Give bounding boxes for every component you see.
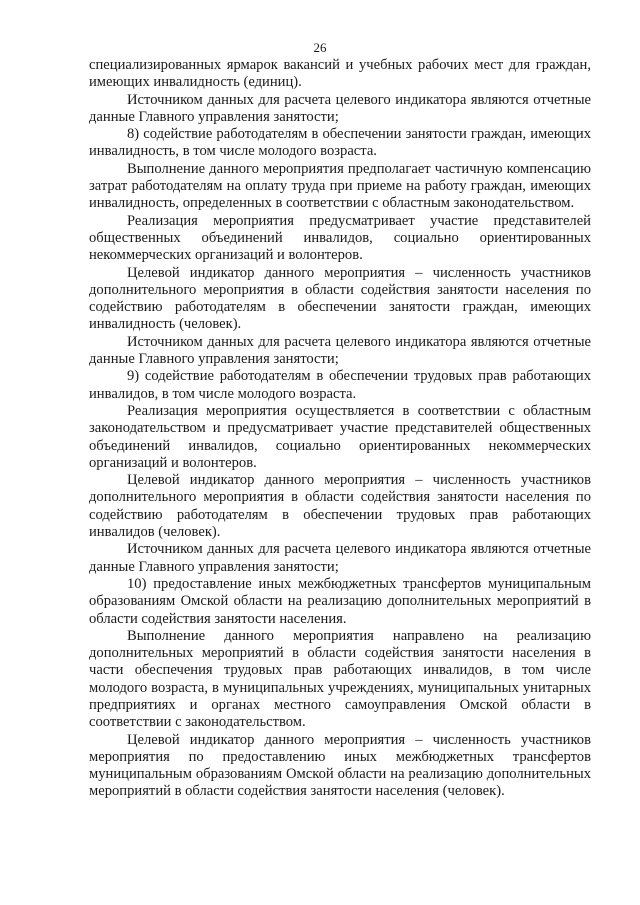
paragraph: Реализация мероприятия предусматривает участие представителей общественных объединений инвалидов, социально ориентированных некоммерческих организаций и волонтеров. [89, 212, 591, 264]
paragraph: Целевой индикатор данного мероприятия – численность участников мероприятия по предоставлению иных межбюджетных трансфертов муниципальным образованиям Омской области на реализацию дополнительных мероприятий в области содействия занятости населения (человек). [89, 731, 591, 800]
paragraph: Источником данных для расчета целевого индикатора являются отчетные данные Главного управления занятости; [89, 541, 591, 575]
paragraph: 8) содействие работодателям в обеспечении занятости граждан, имеющих инвалидность, в том числе молодого возраста. [89, 126, 591, 160]
paragraph: Источником данных для расчета целевого индикатора являются отчетные данные Главного управления занятости; [89, 91, 591, 125]
paragraph: 9) содействие работодателям в обеспечении трудовых прав работающих инвалидов, в том числе молодого возраста. [89, 368, 591, 402]
paragraph: Целевой индикатор данного мероприятия – численность участников дополнительного мероприятия в области содействия занятости населения по содействию работодателям в обеспечении занятости граждан, имеющих инвалидность (человек). [89, 264, 591, 333]
paragraph: Выполнение данного мероприятия направлено на реализацию дополнительных мероприятий в области содействия занятости населения в части обеспечения трудовых прав работающих инвалидов, в том числе молодого возраста, в муниципальных учреждениях, муниципальных унитарных предприятиях и органах местного самоуправления Омской области в соответствии с законодательством. [89, 627, 591, 731]
paragraph: Реализация мероприятия осуществляется в соответствии с областным законодательством и предусматривает участие представителей общественных объединений инвалидов, социально ориентированных некоммерческих организаций и волонтеров. [89, 402, 591, 471]
paragraph: 10) предоставление иных межбюджетных трансфертов муниципальным образованиям Омской области на реализацию дополнительных мероприятий в области содействия занятости населения. [89, 575, 591, 627]
paragraph: специализированных ярмарок вакансий и учебных рабочих мест для граждан, имеющих инвалидность (единиц). [89, 57, 591, 91]
page-number: 26 [313, 40, 327, 55]
document-body [89, 57, 591, 801]
paragraph: Источником данных для расчета целевого индикатора являются отчетные данные Главного управления занятости; [89, 333, 591, 368]
paragraph: Выполнение данного мероприятия предполагает частичную компенсацию затрат работодателям на оплату труда при приеме на работу граждан, имеющих инвалидность, определенных в соответствии с областным законодательством. [89, 160, 591, 212]
paragraph: Целевой индикатор данного мероприятия – численность участников дополнительного мероприятия в области содействия занятости населения по содействию работодателям в обеспечении трудовых прав работающих инвалидов (человек). [89, 472, 591, 541]
